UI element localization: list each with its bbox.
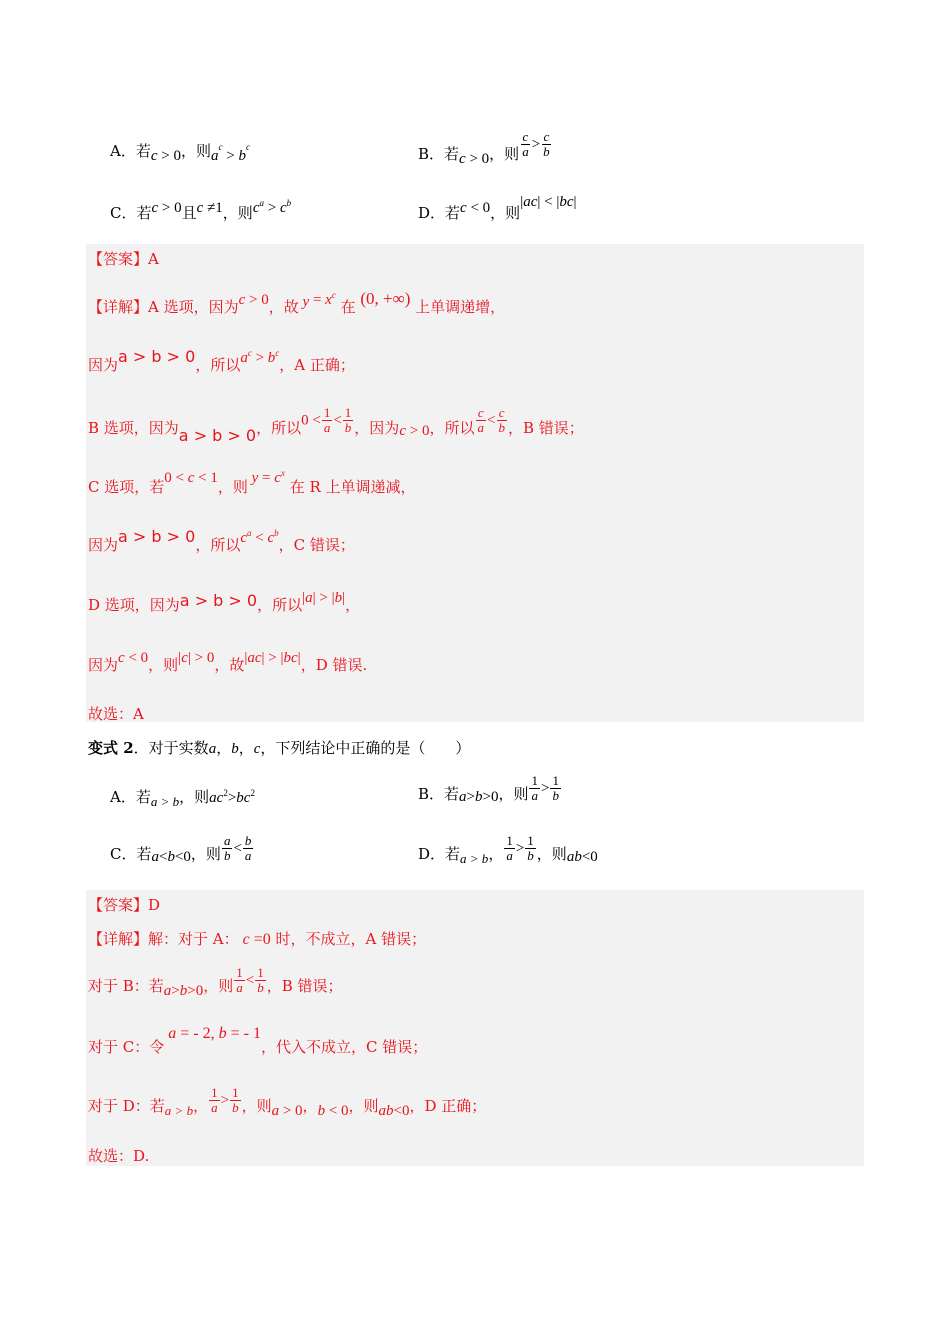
q2-option-b: B．若a>b>0，则 $\frac{1}{a}$ > $\frac{1}{b}$ xyxy=(418,773,559,805)
q2-stem: 变式 2．对于实数a，b，c，下列结论中正确的是（ ） xyxy=(88,739,471,757)
q2-answer: 【答案】D xyxy=(88,896,161,914)
q2-detail-3: 对于 C：令 a = - 2, b = - 1，代入不成立，C 错误； xyxy=(88,1025,428,1056)
q2-option-c: C．若a<b<0，则 $\frac{a}{b}$ < $\frac{b}{a}$ xyxy=(110,833,252,865)
q1-answer: 【答案】A xyxy=(88,250,159,268)
q2-option-a: A．若a > b，则$ac^2>bc^2$ xyxy=(110,788,255,809)
q1-detail-7: 因为c < 0，则|c| > 0，故|ac| > |bc|，D 错误. xyxy=(88,650,368,674)
q1-detail-5: 因为a > b > 0，所以$c^a < c^b$，C 错误； xyxy=(88,527,355,554)
q2-option-d: D．若a > b， $\frac{1}{a}$ > $\frac{1}{b}$ ，则ab<0 xyxy=(418,833,598,866)
q1-detail-1: 【详解】A 选项，因为c > 0，故 $y = x^c$ 在 (0, +∞) 上单调递增， xyxy=(88,289,506,316)
q2-conclusion: 故选：D. xyxy=(88,1147,150,1165)
q1-option-d: D．若c < 0，则|ac| < |bc| xyxy=(418,194,577,222)
q1-detail-3: B 选项，因为a > b > 0，所以0 < $\frac{1}{a}$ < $\frac{1}{b}$ ，因为c > 0，所以 $\frac{c}{a}$ < $\frac{c}{b}$ ，B 错误； xyxy=(88,405,584,445)
q1-detail-2: 因为a > b > 0，所以$a^c > b^c$，A 正确； xyxy=(88,347,355,374)
q1-detail-6: D 选项，因为a > b > 0，所以|a| > |b|， xyxy=(88,590,361,614)
q1-detail-4: C 选项，若0 < c < 1，则 $y = c^x$ 在 R 上单调递减， xyxy=(88,468,416,496)
q2-detail-1: 【详解】解：对于 A： c =0 时，不成立，A 错误； xyxy=(88,930,427,948)
q1-conclusion: 故选：A xyxy=(88,705,144,723)
q2-detail-2: 对于 B：若a>b>0，则 $\frac{1}{a}$ < $\frac{1}{b}$ ，B 错误； xyxy=(88,965,343,999)
q2-detail-4: 对于 D：若a > b， $\frac{1}{a}$ > $\frac{1}{b}$ ，则a > 0，b < 0，则ab<0，D 正确； xyxy=(88,1085,487,1119)
q1-option-a: A．若c > 0，则$a^c > b^c$ xyxy=(110,142,250,164)
q1-option-b: B．若c > 0，则 $\frac{c}{a}$ > $\frac{c}{b}$ xyxy=(418,129,550,167)
q1-option-c: C．若c > 0且c ≠1，则$c^a > c^b$ xyxy=(110,198,292,222)
